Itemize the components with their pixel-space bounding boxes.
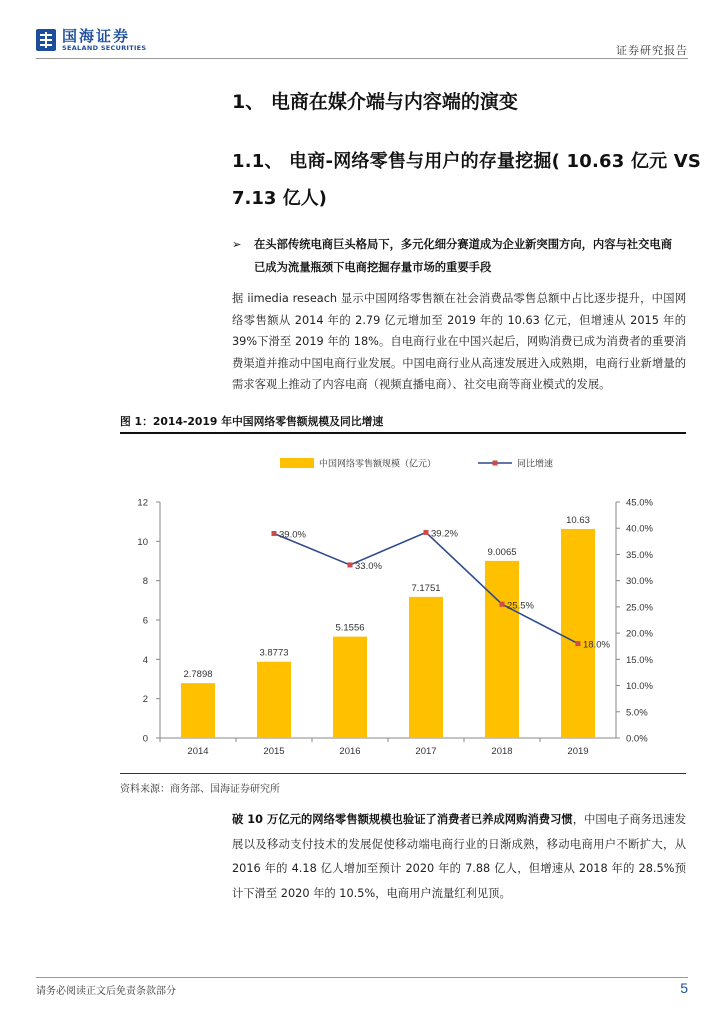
key-point-bullet (232, 233, 672, 279)
bullet-text: 在头部传统电商巨头格局下，多元化细分赛道成为企业新突围方向，内容与社交电商已成为流量瓶颈下电商挖掘存量市场的重要手段 (254, 238, 672, 274)
bar-data-label: 10.63 (566, 514, 590, 526)
bar-data-label: 3.8773 (259, 647, 289, 659)
header-divider (36, 58, 688, 59)
right-tick-label: 45.0% (626, 497, 653, 509)
figure-top-rule (120, 432, 686, 434)
right-tick-label: 25.0% (626, 602, 653, 614)
left-tick-label: 2 (142, 694, 148, 706)
growth-data-label: 39.0% (279, 529, 306, 541)
right-tick-label: 10.0% (626, 681, 653, 693)
body-paragraph-1: 据 iimedia reseach 显示中国网络零售额在社会消费品零售总额中占比逐步提升，中国网络零售额从 2014 年的 2.79 亿元增加至 2019 年的 10.63 亿元，但增速从 2015 年的 39%下滑至 2019 年的 18%。自电商行业在中国兴起后，网购消费已成为消费者的重要消费渠道并推动中国电商行业发展。中国电商行业从高速发展进入成熟期，电商行业新增量的需求客观上推动了内容电商（视频直播电商）、社交电商等商业模式的发展。 (232, 292, 686, 392)
company-logo (36, 28, 146, 52)
right-tick-label: 5.0% (626, 707, 648, 719)
figure-source: 资料来源：商务部、国海证券研究所 (120, 784, 280, 795)
logo-chinese-name: 国海证券 (62, 27, 131, 45)
growth-point-2017 (424, 530, 429, 535)
legend-bar-swatch (280, 458, 314, 468)
x-tick-label: 2016 (339, 746, 361, 757)
x-tick-label: 2014 (187, 746, 209, 757)
paragraph-continuation: ，中国电子商务迅速发展以及移动支付技术的发展促使移动端电商行业的日渐成熟，移动电商用户不断扩大，从 2016 年的 4.18 亿人增加至预计 2020 年的 7.88 亿人，但增速从 2018 年的 28.5%预计下滑至 2020 年的 10.5%，电商用户流量红利见顶。 (232, 813, 686, 900)
report-type-label: 证券研究报告 (616, 44, 688, 57)
growth-point-2019 (576, 641, 581, 646)
right-tick-label: 20.0% (626, 628, 653, 640)
subsection-heading-line2: 7.13 亿人) (232, 188, 327, 209)
paragraph-lead-sentence: 破 10 万亿元的网络零售额规模也验证了消费者已养成网购消费习惯 (232, 813, 573, 826)
bullet-arrow-icon: ➢ (232, 238, 242, 251)
retail-sales-chart (120, 436, 686, 771)
right-tick-label: 35.0% (626, 549, 653, 561)
left-tick-label: 0 (142, 733, 148, 745)
left-tick-label: 8 (142, 576, 148, 588)
figure-bottom-rule (120, 773, 686, 774)
bar-2018 (485, 561, 519, 738)
bar-2014 (181, 683, 215, 738)
bar-data-label: 7.1751 (411, 582, 441, 594)
growth-point-2016 (348, 562, 353, 567)
bar-data-label: 5.1556 (335, 622, 365, 634)
right-tick-label: 0.0% (626, 733, 648, 745)
page-header (0, 0, 724, 60)
right-tick-label: 30.0% (626, 576, 653, 588)
growth-point-2018 (500, 602, 505, 607)
section-heading: 1、 电商在媒介端与内容端的演变 (232, 91, 518, 113)
growth-data-label: 39.2% (431, 528, 458, 540)
right-tick-label: 15.0% (626, 654, 653, 666)
growth-data-label: 18.0% (583, 639, 610, 651)
x-tick-label: 2019 (567, 746, 589, 757)
x-tick-label: 2017 (415, 746, 437, 757)
bar-2015 (257, 662, 291, 738)
right-tick-label: 40.0% (626, 523, 653, 535)
footer-divider (36, 977, 688, 978)
page-number: 5 (680, 980, 688, 996)
sealand-logo-icon (36, 29, 56, 51)
chart-canvas (120, 436, 686, 771)
legend-bar-label: 中国网络零售额规模（亿元） (319, 458, 437, 469)
left-tick-label: 10 (137, 536, 148, 548)
bar-2019 (561, 529, 595, 738)
left-tick-label: 6 (142, 615, 148, 627)
x-tick-label: 2018 (491, 746, 513, 757)
left-tick-label: 12 (137, 497, 148, 509)
disclaimer-note: 请务必阅读正文后免责条款部分 (36, 986, 176, 997)
logo-english-name: SEALAND SECURITIES (62, 44, 147, 52)
left-tick-label: 4 (142, 654, 148, 666)
subsection-heading-line1: 1.1、 电商-网络零售与用户的存量挖掘( 10.63 亿元 VS (232, 151, 702, 172)
bar-2016 (333, 637, 367, 738)
legend-line-label: 同比增速 (517, 458, 554, 469)
legend-line-marker (493, 461, 498, 466)
figure-title: 图 1：2014-2019 年中国网络零售额规模及同比增速 (120, 415, 384, 428)
growth-point-2015 (272, 531, 277, 536)
growth-data-label: 25.5% (507, 600, 534, 612)
bar-data-label: 2.7898 (183, 669, 213, 681)
x-tick-label: 2015 (263, 746, 285, 757)
body-paragraph-2 (232, 808, 686, 906)
bar-data-label: 9.0065 (487, 546, 517, 558)
growth-data-label: 33.0% (355, 560, 382, 572)
bar-2017 (409, 597, 443, 738)
